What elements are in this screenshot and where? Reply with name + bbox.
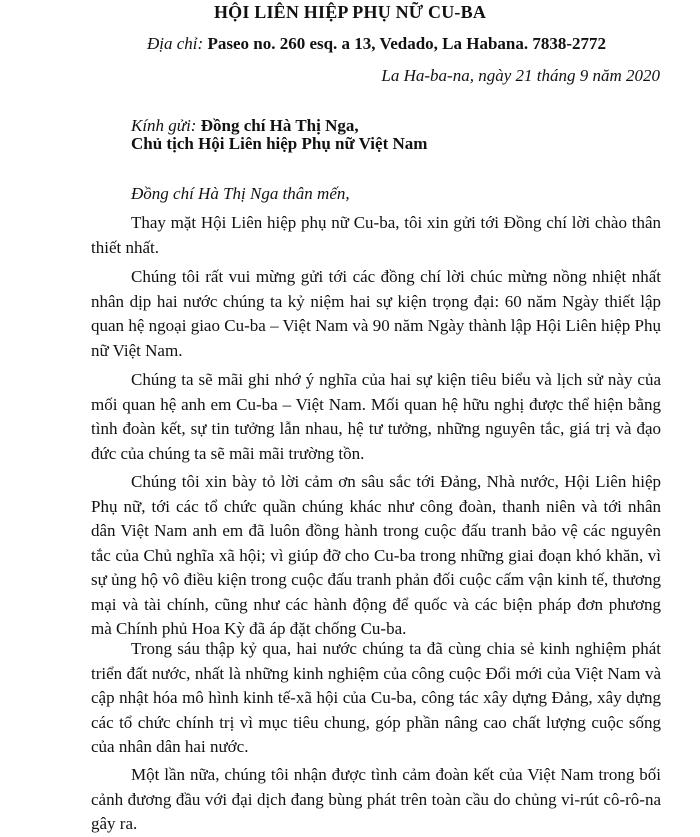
- body-paragraph-6: Một lần nữa, chúng tôi nhận được tình cảm đoàn kết của Việt Nam trong bối cảnh đương đầu với đại dịch đang bùng phát trên toàn cầu do chủng vi-rút cô-rô-na gây ra.: [91, 765, 661, 833]
- address-label: Địa chỉ:: [147, 34, 204, 53]
- body-paragraph-4: Chúng tôi xin bày tỏ lời cảm ơn sâu sắc tới Đảng, Nhà nước, Hội Liên hiệp Phụ nữ, tới các tổ chức quần chúng khác như công đoàn, thanh niên và tới nhân dân Việt Nam anh em đã luôn đồng hành trong cuộc đấu tranh bảo vệ các nguyên tắc của Chủ nghĩa xã hội; vì giúp đỡ cho Cu-ba trong những giai đoạn khó khăn, vì sự ủng hộ vô điều kiện trong cuộc đấu tranh phản đối cuộc cấm vận kinh tế, thương mại và tài chính, cũng như các hành động để quốc và các biện pháp đơn phương mà Chính phủ Hoa Kỳ đã áp đặt chống Cu-ba.: [91, 472, 661, 638]
- recipient-position: Chủ tịch Hội Liên hiệp Phụ nữ Việt Nam: [131, 134, 428, 153]
- place-date-line: La Ha-ba-na, ngày 21 tháng 9 năm 2020: [381, 66, 660, 85]
- salutation: Đồng chí Hà Thị Nga thân mến,: [131, 184, 350, 203]
- recipient-name: Đồng chí Hà Thị Nga,: [200, 116, 359, 135]
- recipient-label: Kính gửi:: [131, 116, 197, 135]
- address-value: Paseo no. 260 esq. a 13, Vedado, La Habana. 7838-2772: [207, 34, 607, 53]
- organization-title: HỘI LIÊN HIỆP PHỤ NỮ CU-BA: [213, 2, 487, 22]
- body-paragraph-5: Trong sáu thập kỷ qua, hai nước chúng ta đã cùng chia sẻ kinh nghiệm phát triển đất nước, nhất là những kinh nghiệm của công cuộc Đổi mới của Việt Nam và cập nhật hóa mô hình kinh tế-xã hội của Cu-ba, công tác xây dựng Đảng, xây dựng các tổ chức chính trị vì mục tiêu chung, góp phần nâng cao chất lượng cuộc sống của nhân dân hai nước.: [91, 639, 661, 756]
- body-paragraph-3: Chúng ta sẽ mãi ghi nhớ ý nghĩa của hai sự kiện tiêu biểu và lịch sử này của mối quan hệ anh em Cu-ba – Việt Nam. Mối quan hệ hữu nghị được thể hiện bằng tình đoàn kết, sự tin tưởng lẫn nhau, hệ tư tưởng, những nguyên tắc, giá trị và đạo đức của chúng ta sẽ mãi mãi trường tồn.: [91, 370, 661, 463]
- recipient-line: [131, 116, 359, 136]
- body-paragraph-2: Chúng tôi rất vui mừng gửi tới các đồng chí lời chúc mừng nồng nhiệt nhất nhân dịp hai nước chúng ta kỷ niệm hai sự kiện trọng đại: 60 năm Ngày thiết lập quan hệ ngoại giao Cu-ba – Việt Nam và 90 năm Ngày thành lập Hội Liên hiệp Phụ nữ Việt Nam.: [91, 267, 661, 360]
- address-line: [147, 34, 606, 54]
- body-paragraph-1: Thay mặt Hội Liên hiệp phụ nữ Cu-ba, tôi xin gửi tới Đồng chí lời chào thân thiết nhất.: [91, 213, 661, 257]
